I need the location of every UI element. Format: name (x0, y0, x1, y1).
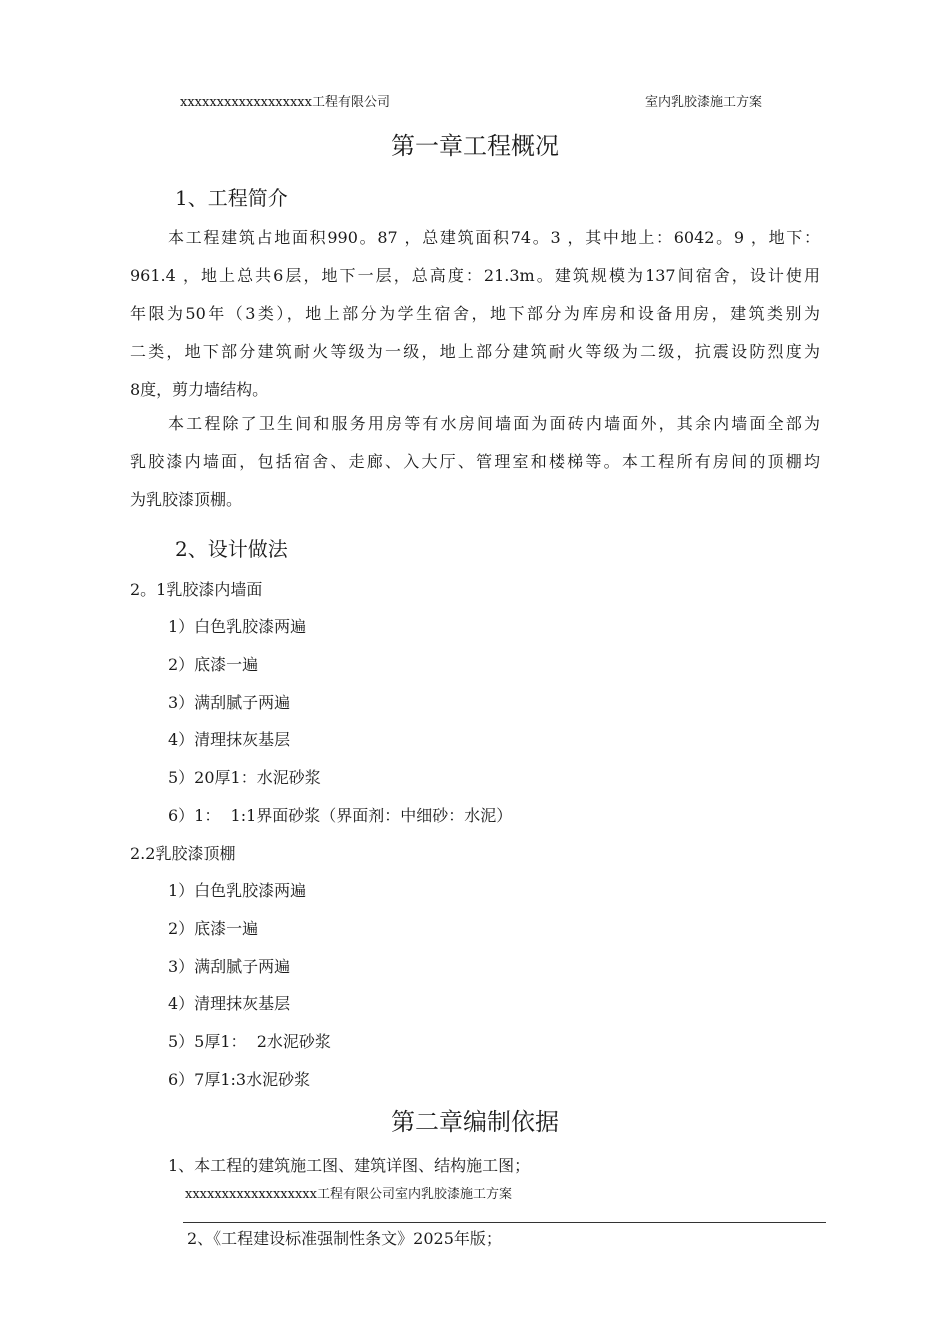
list-item: 3）满刮腻子两遍 (168, 957, 291, 976)
chapter2-item2: 2、《工程建设标准强制性条文》2025年版； (187, 1229, 502, 1248)
list-item: 2）底漆一遍 (168, 919, 259, 938)
para-line: 二类，地下部分建筑耐火等级为一级，地上部分建筑耐火等级为二级，抗震设防烈度为 (130, 342, 820, 361)
chapter1-title: 第一章工程概况 (391, 132, 559, 160)
list-item: 6）7厚1:3水泥砂浆 (168, 1070, 311, 1089)
para-line: 为乳胶漆顶棚。 (130, 490, 243, 509)
para-line: 8度，剪力墙结构。 (130, 380, 269, 399)
para-line: 961.4 ，地上总共6层，地下一层，总高度：21.3m。建筑规模为137间宿舍，设计使用 (130, 266, 820, 285)
para-line: 本工程建筑占地面积990。87 ，总建筑面积74。3 ，其中地上：6042。9 ，地下： (168, 228, 820, 247)
para-line: 乳胶漆内墙面，包括宿舍、走廊、入大厅、管理室和楼梯等。本工程所有房间的顶棚均 (130, 452, 820, 471)
footer-divider (183, 1222, 826, 1223)
sub1-title: 2。1乳胶漆内墙面 (130, 580, 263, 599)
list-item: 3）满刮腻子两遍 (168, 693, 291, 712)
chapter2-item1: 1、本工程的建筑施工图、建筑详图、结构施工图； (168, 1156, 531, 1175)
para-line: 本工程除了卫生间和服务用房等有水房间墙面为面砖内墙面外，其余内墙面全部为 (168, 414, 820, 433)
list-item: 1）白色乳胶漆两遍 (168, 617, 307, 636)
list-item: 4）清理抹灰基层 (168, 994, 291, 1013)
header-doc-title: 室内乳胶漆施工方案 (645, 95, 763, 110)
footer-text: xxxxxxxxxxxxxxxxxx工程有限公司室内乳胶漆施工方案 (185, 1187, 512, 1202)
list-item: 4）清理抹灰基层 (168, 730, 291, 749)
section1-para1 (130, 219, 820, 409)
chapter2-title: 第二章编制依据 (391, 1108, 559, 1136)
list-item: 5）5厚1： 2水泥砂浆 (168, 1032, 331, 1051)
para-line: 年限为50年（3类），地上部分为学生宿舍，地下部分为库房和设备用房，建筑类别为 (130, 304, 820, 323)
list-item: 2）底漆一遍 (168, 655, 259, 674)
header-company: xxxxxxxxxxxxxxxxxx工程有限公司 (180, 95, 390, 110)
list-item: 6）1： 1:1界面砂浆（界面剂：中细砂：水泥） (168, 806, 513, 825)
list-item: 1）白色乳胶漆两遍 (168, 881, 307, 900)
section2-title: 2、设计做法 (175, 537, 288, 561)
section1-title: 1、工程简介 (175, 186, 288, 210)
sub2-title: 2.2乳胶漆顶棚 (130, 844, 236, 863)
list-item: 5）20厚1：水泥砂浆 (168, 768, 321, 787)
section1-para2 (130, 405, 820, 519)
